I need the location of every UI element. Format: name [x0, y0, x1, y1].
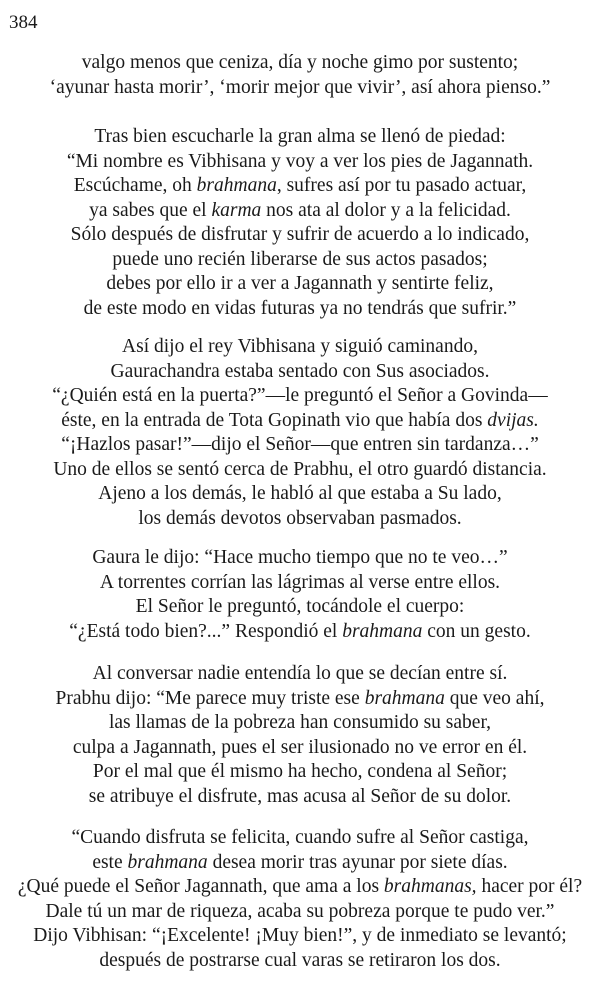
verse-text: puede uno recién liberarse de sus actos pasados;	[112, 248, 488, 270]
verse-line	[0, 51, 600, 76]
verse-text: “Cuando disfruta se felicita, cuando sufre al Señor castiga,	[71, 827, 529, 848]
verse-line	[0, 711, 600, 736]
verse-text: éste, en la entrada de Tota Gopinath vio que había dos	[61, 409, 488, 431]
verse-line	[0, 384, 600, 409]
italic-term: brahmana	[196, 175, 277, 196]
stanza	[0, 662, 600, 809]
stanza	[0, 125, 600, 321]
verse-text: ¿Qué puede el Señor Jagannath, que ama a los	[17, 876, 384, 897]
italic-term: brahmanas,	[383, 876, 477, 897]
italic-term: brahmana	[342, 620, 423, 642]
verse-line	[0, 924, 600, 949]
verse-line	[0, 223, 600, 248]
verse-line	[0, 571, 600, 596]
verse-line	[0, 949, 600, 974]
italic-term: karma	[211, 199, 262, 221]
verse-line	[0, 150, 600, 175]
verse-line	[0, 458, 600, 483]
verse-text: hacer por él?	[476, 876, 583, 897]
verse-line	[0, 620, 600, 645]
verse-line	[0, 297, 600, 322]
verse-line	[0, 595, 600, 620]
verse-text: Gaurachandra estaba sentado con Sus asociados.	[110, 360, 490, 382]
stanza	[0, 546, 600, 644]
verse-text: “¿Está todo bien?...” Respondió el	[69, 620, 343, 642]
verse-text: de este modo en vidas futuras ya no tendrás que sufrir.”	[83, 297, 517, 319]
verse-line	[0, 851, 600, 876]
verse-line	[0, 125, 600, 150]
verse-text: Escúchame, oh	[73, 175, 197, 196]
italic-term: brahmana	[364, 687, 445, 709]
verse-text: los demás devotos observaban pasmados.	[138, 507, 462, 529]
verse-line	[0, 335, 600, 360]
verse-line	[0, 76, 600, 101]
verse-text: culpa a Jagannath, pues el ser ilusionado no ve error en él.	[72, 736, 528, 758]
verse-text: desea morir tras ayunar por siete días.	[207, 851, 508, 873]
verse-line	[0, 736, 600, 761]
verse-line	[0, 826, 600, 851]
verse-text: “Mi nombre es Vibhisana y voy a ver los pies de Jagannath.	[66, 150, 534, 172]
verse-text: las llamas de la pobreza han consumido su saber,	[108, 712, 492, 733]
verse-text: después de postrarse cual varas se retiraron los dos.	[99, 949, 501, 971]
verse-text: Ajeno a los demás, le habló al que estaba a Su lado,	[98, 483, 502, 504]
verse-text: Por el mal que él mismo ha hecho, condena al Señor;	[92, 761, 508, 782]
verse-text: valgo menos que ceniza, día y noche gimo por sustento;	[81, 52, 519, 73]
verse-line	[0, 785, 600, 810]
verse-text: Así dijo el rey Vibhisana y siguió caminando,	[122, 336, 478, 357]
verse-text: debes por ello ir a ver a Jagannath y sentirte feliz,	[106, 273, 494, 294]
verse-text: ‘ayunar hasta morir’, ‘morir mejor que vivir’, así ahora pienso.”	[49, 76, 551, 98]
italic-term: brahmana	[127, 851, 208, 873]
verse-line	[0, 875, 600, 900]
verse-line	[0, 900, 600, 925]
verse-text: Tras bien escucharle la gran alma se llenó de piedad:	[94, 126, 506, 147]
verse-text: ya sabes que el	[89, 199, 212, 221]
verse-line	[0, 272, 600, 297]
verse-line	[0, 409, 600, 434]
verse-text: , sufres así por tu pasado actuar,	[276, 175, 527, 196]
verse-line	[0, 248, 600, 273]
stanza	[0, 826, 600, 973]
verse-line	[0, 199, 600, 224]
verse-text: Prabhu dijo: “Me parece muy triste ese	[55, 687, 365, 709]
page-number: 384	[9, 12, 38, 33]
verse-text: este	[92, 851, 128, 873]
verse-line	[0, 482, 600, 507]
verse-text: Dale tú un mar de riqueza, acaba su pobreza porque te pudo ver.”	[45, 900, 555, 922]
stanza	[0, 335, 600, 531]
verse-text: El Señor le preguntó, tocándole el cuerpo:	[135, 596, 465, 617]
verse-line	[0, 507, 600, 532]
verse-line	[0, 360, 600, 385]
verse-text: “¡Hazlos pasar!”—dijo el Señor—que entren sin tardanza…”	[61, 434, 539, 455]
verse-line	[0, 546, 600, 571]
verse-line	[0, 433, 600, 458]
verse-line	[0, 174, 600, 199]
verse-line	[0, 760, 600, 785]
verse-text: “¿Quién está en la puerta?”—le preguntó el Señor a Govinda—	[52, 385, 548, 406]
stanza	[0, 51, 600, 100]
verse-text: Sólo después de disfrutar y sufrir de acuerdo a lo indicado,	[70, 224, 530, 245]
verse-line	[0, 687, 600, 712]
verse-text: Al conversar nadie entendía lo que se decían entre sí.	[92, 663, 508, 684]
verse-text: Gaura le dijo: “Hace mucho tiempo que no te veo…”	[92, 547, 508, 568]
verse-text: se atribuye el disfrute, mas acusa al Señor de su dolor.	[88, 785, 512, 807]
verse-line	[0, 662, 600, 687]
verse-text: Uno de ellos se sentó cerca de Prabhu, el otro guardó distancia.	[53, 458, 547, 480]
verse-text: Dijo Vibhisan: “¡Excelente! ¡Muy bien!”, y de inmediato se levantó;	[33, 925, 567, 946]
verse-text: A torrentes corrían las lágrimas al verse entre ellos.	[99, 571, 501, 593]
verse-text: nos ata al dolor y a la felicidad.	[261, 199, 511, 221]
verse-text: que veo ahí,	[444, 687, 545, 709]
italic-term: dvijas.	[487, 409, 539, 431]
verse-text: con un gesto.	[422, 620, 531, 642]
